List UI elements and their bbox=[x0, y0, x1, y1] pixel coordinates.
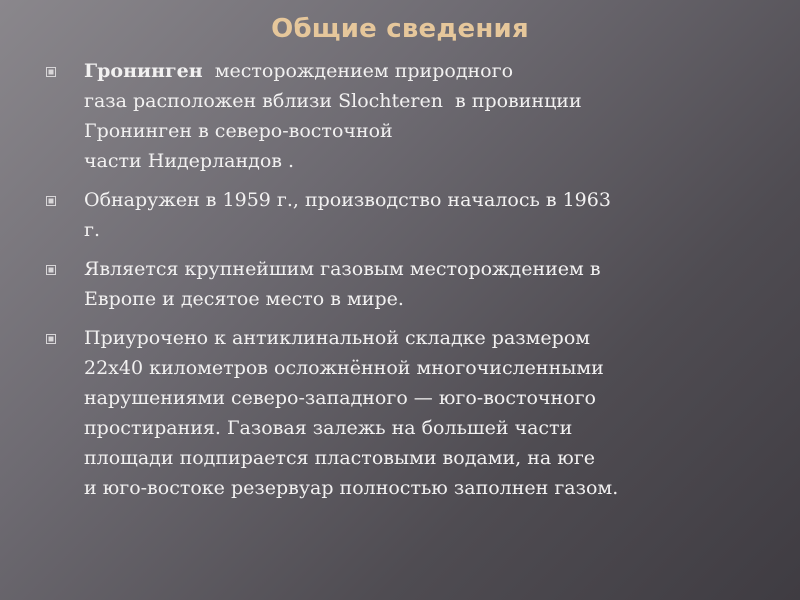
bullet-line bbox=[84, 443, 746, 473]
bullet-text: Гронинген в северо-восточной bbox=[84, 120, 393, 142]
bullet-text: простирания. Газовая залежь на большей части bbox=[84, 417, 573, 439]
bullet-line bbox=[84, 116, 746, 146]
bullet-text: 22x40 километров осложнённой многочисленными bbox=[84, 357, 604, 379]
bullet-line bbox=[84, 254, 746, 284]
bullet-line bbox=[84, 353, 746, 383]
bullet-line bbox=[84, 323, 746, 353]
bullet-item bbox=[46, 56, 746, 176]
bullet-text: площади подпирается пластовыми водами, на юге bbox=[84, 447, 596, 469]
bullet-line bbox=[84, 56, 746, 86]
bullet-line bbox=[84, 413, 746, 443]
bullet-text: газа расположен вблизи Slochteren в провинции bbox=[84, 90, 582, 112]
square-bullet-icon bbox=[46, 334, 56, 344]
bullet-item bbox=[46, 323, 746, 503]
bullet-text: г. bbox=[84, 219, 100, 241]
bullet-text: и юго-востоке резервуар полностью заполнен газом. bbox=[84, 477, 619, 499]
bullet-line bbox=[84, 473, 746, 503]
bullet-line bbox=[84, 86, 746, 116]
bullet-list bbox=[46, 56, 746, 512]
bullet-line bbox=[84, 146, 746, 176]
bullet-text: Обнаружен в 1959 г., производство началось в 1963 bbox=[84, 189, 611, 211]
bullet-text: нарушениями северо-западного — юго-восточного bbox=[84, 387, 596, 409]
bullet-line bbox=[84, 215, 746, 245]
bullet-text: месторождением природного bbox=[202, 60, 514, 82]
square-bullet-icon bbox=[46, 196, 56, 206]
square-bullet-icon bbox=[46, 67, 56, 77]
square-bullet-icon bbox=[46, 265, 56, 275]
bullet-text: Приурочено к антиклинальной складке размером bbox=[84, 327, 591, 349]
bullet-line bbox=[84, 284, 746, 314]
bullet-item bbox=[46, 254, 746, 314]
bullet-bold-term: Гронинген bbox=[84, 60, 203, 82]
bullet-text: Европе и десятое место в мире. bbox=[84, 288, 404, 310]
bullet-line bbox=[84, 185, 746, 215]
bullet-text: части Нидерландов . bbox=[84, 150, 295, 172]
bullet-item bbox=[46, 185, 746, 245]
slide-title: Общие сведения bbox=[271, 14, 529, 44]
bullet-line bbox=[84, 383, 746, 413]
bullet-text: Является крупнейшим газовым месторождением в bbox=[84, 258, 601, 280]
